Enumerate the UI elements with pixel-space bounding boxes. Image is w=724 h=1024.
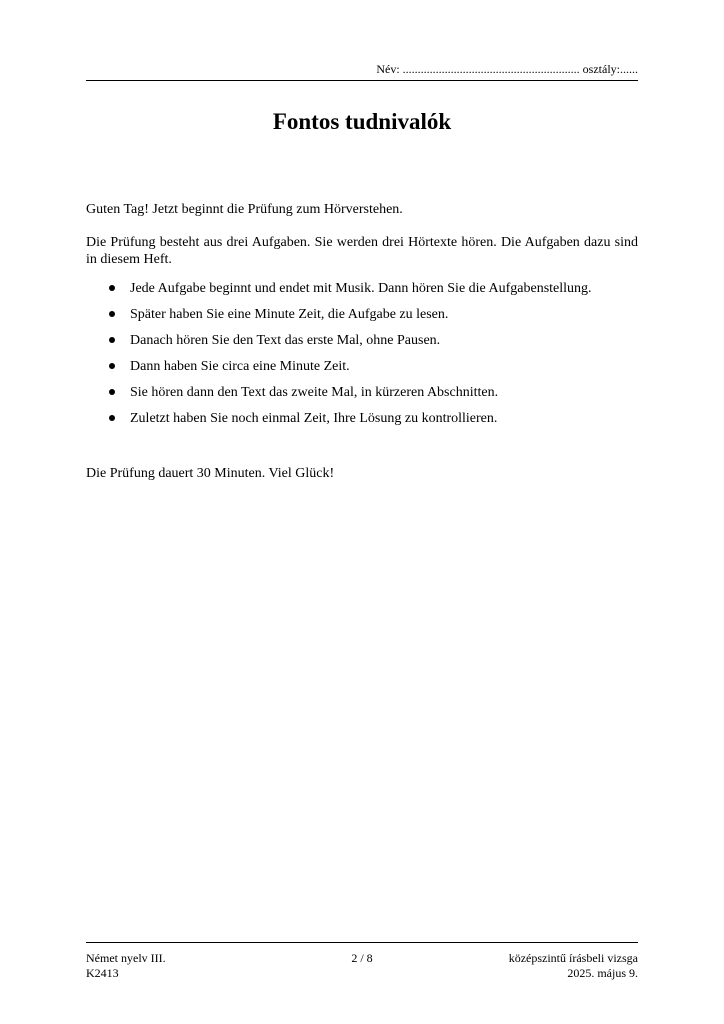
list-item [86, 384, 638, 410]
bullet-icon [109, 311, 115, 317]
footer-date: 2025. május 9. [567, 966, 638, 980]
list-item [86, 280, 638, 306]
page-title: Fontos tudnivalók [272, 109, 452, 134]
instructions-list [86, 280, 638, 436]
list-item-text: Später haben Sie eine Minute Zeit, die Aufgabe zu lesen. [130, 307, 449, 322]
list-item [86, 358, 638, 384]
bullet-icon [109, 337, 115, 343]
list-item-text: Danach hören Sie den Text das erste Mal, ohne Pausen. [130, 333, 441, 348]
footer-divider [86, 942, 638, 943]
list-item-text: Dann haben Sie circa eine Minute Zeit. [130, 359, 350, 374]
footer-exam-level: középszintű írásbeli vizsga [508, 951, 638, 965]
list-item-text: Zuletzt haben Sie noch einmal Zeit, Ihre Lösung zu kontrollieren. [130, 411, 498, 426]
name-class-field: Név: ........................................................... osztály:...... [376, 62, 638, 76]
list-item [86, 306, 638, 332]
list-item [86, 332, 638, 358]
greeting-paragraph: Guten Tag! Jetzt beginnt die Prüfung zum Hörverstehen. [86, 202, 403, 217]
footer-subject: Német nyelv III. [86, 951, 166, 965]
footer-left [86, 951, 166, 981]
footer-right [509, 951, 638, 981]
list-item-text: Jede Aufgabe beginnt und endet mit Musik. Dann hören Sie die Aufgabenstellung. [130, 281, 592, 296]
bullet-icon [109, 389, 115, 395]
bullet-icon [109, 363, 115, 369]
bullet-icon [109, 285, 115, 291]
list-item [86, 410, 638, 436]
footer-code: K2413 [86, 966, 119, 980]
header-divider [86, 80, 638, 81]
bullet-icon [109, 415, 115, 421]
closing-paragraph: Die Prüfung dauert 30 Minuten. Viel Glück! [86, 466, 335, 481]
intro-paragraph: Die Prüfung besteht aus drei Aufgaben. Sie werden drei Hörtexte hören. Die Aufgaben dazu sind in diesem Heft. [86, 235, 638, 267]
page-number: 2 / 8 [351, 951, 373, 965]
list-item-text: Sie hören dann den Text das zweite Mal, in kürzeren Abschnitten. [130, 385, 499, 400]
